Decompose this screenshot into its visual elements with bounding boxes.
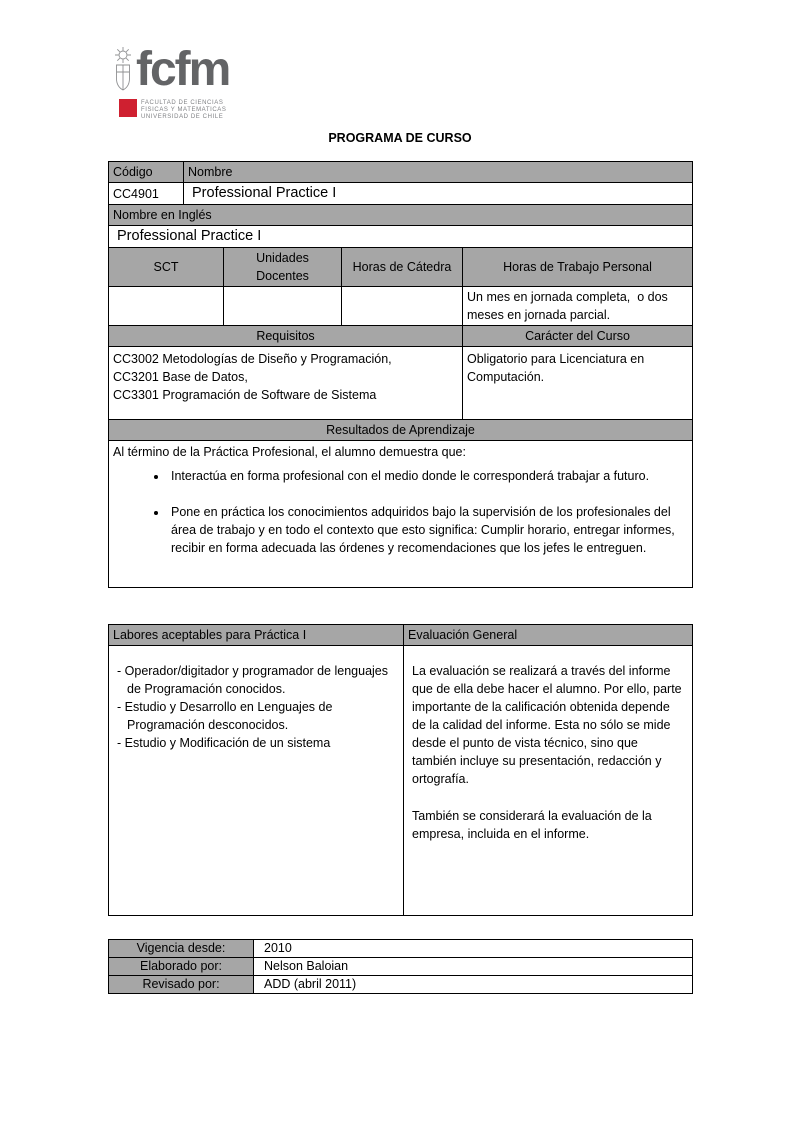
table-row (109, 958, 693, 976)
resultados-intro: Al término de la Práctica Profesional, el alumno demuestra que: (113, 445, 466, 459)
document-content (108, 161, 692, 994)
requisito-line: CC3301 Programación de Software de Sistema (113, 388, 377, 402)
revisado-por-value: ADD (abril 2011) (254, 976, 693, 994)
codigo-header: Código (109, 162, 184, 183)
fcfm-logo-text: fcfm (136, 43, 230, 96)
labores-item: - Operador/digitador y programador de lenguajes de Programación conocidos. (117, 662, 395, 698)
fcfm-logo (112, 45, 229, 121)
fcfm-logo-bottom (119, 99, 229, 121)
universidad-de-chile-crest-icon (112, 47, 134, 97)
resultados-bullet-list (113, 467, 686, 557)
faculty-line: UNIVERSIDAD DE CHILE (141, 114, 224, 120)
approval-table (108, 939, 693, 994)
vigencia-desde-value: 2010 (254, 940, 693, 958)
horas-catedra-value (342, 287, 463, 326)
labores-evaluacion-table (108, 624, 693, 916)
sct-value (109, 287, 224, 326)
resultados-bullet: • Interactúa en forma profesional con el medio donde le corresponderá trabajar a futuro. (168, 467, 686, 485)
nombre-ingles-header: Nombre en Inglés (109, 205, 693, 226)
page-title: PROGRAMA DE CURSO (328, 131, 472, 145)
fcfm-red-square-icon (119, 99, 137, 117)
requisito-line: CC3002 Metodologías de Diseño y Programación, (113, 352, 392, 366)
unidades-docentes-value (224, 287, 342, 326)
table-row (109, 976, 693, 994)
resultados-bullet: • Pone en práctica los conocimientos adquiridos bajo la supervisión de los profesionales del área de trabajo y en todo el contexto que esto significa: Cumplir horario, entregar informes, recibir en forma adecuada las órdenes y recomendaciones que los jefes le entreguen. (168, 503, 686, 557)
course-info-table (108, 161, 693, 588)
requisitos-header: Requisitos (109, 326, 463, 347)
fcfm-logo-top (112, 45, 229, 97)
elaborado-por-value: Nelson Baloian (254, 958, 693, 976)
horas-trabajo-header: Horas de Trabajo Personal (463, 248, 693, 287)
revisado-por-label: Revisado por: (109, 976, 254, 994)
nombre-ingles-value: Professional Practice I (109, 226, 693, 248)
unidades-docentes-header: Unidades Docentes (224, 248, 342, 287)
faculty-name-block (141, 99, 227, 121)
horas-trabajo-value: Un mes en jornada completa, o dos meses en jornada parcial. (463, 287, 693, 326)
resultados-content (109, 441, 693, 588)
labores-header: Labores aceptables para Práctica I (109, 625, 404, 646)
sct-header: SCT (109, 248, 224, 287)
nombre-value: Professional Practice I (184, 183, 693, 205)
faculty-line: FISICAS Y MATEMATICAS (141, 107, 227, 113)
labores-item: - Estudio y Modificación de un sistema (117, 734, 395, 752)
requisito-line: CC3201 Base de Datos, (113, 370, 248, 384)
codigo-value: CC4901 (109, 183, 184, 205)
horas-catedra-header: Horas de Cátedra (342, 248, 463, 287)
evaluacion-content (404, 646, 693, 916)
evaluacion-header: Evaluación General (404, 625, 693, 646)
vigencia-desde-label: Vigencia desde: (109, 940, 254, 958)
table-row (109, 940, 693, 958)
evaluacion-paragraph: La evaluación se realizará a través del informe que de ella debe hacer el alumno. Por ello, parte importante de la calificación obtenida depende de la calidad del informe. Esta no sólo se mide desde el punto de vista técnico, sino que también incluye su presentación, redacción y ortografía. (412, 664, 682, 786)
elaborado-por-label: Elaborado por: (109, 958, 254, 976)
labores-content (109, 646, 404, 916)
evaluacion-paragraph: También se considerará la evaluación de la empresa, incluida en el informe. (412, 809, 652, 841)
caracter-curso-value: Obligatorio para Licenciatura en Computación. (463, 347, 693, 420)
faculty-line: FACULTAD DE CIENCIAS (141, 100, 224, 106)
requisitos-value (109, 347, 463, 420)
labores-item: - Estudio y Desarrollo en Lenguajes de Programación desconocidos. (117, 698, 395, 734)
resultados-header: Resultados de Aprendizaje (109, 420, 693, 441)
nombre-header: Nombre (184, 162, 693, 183)
caracter-curso-header: Carácter del Curso (463, 326, 693, 347)
